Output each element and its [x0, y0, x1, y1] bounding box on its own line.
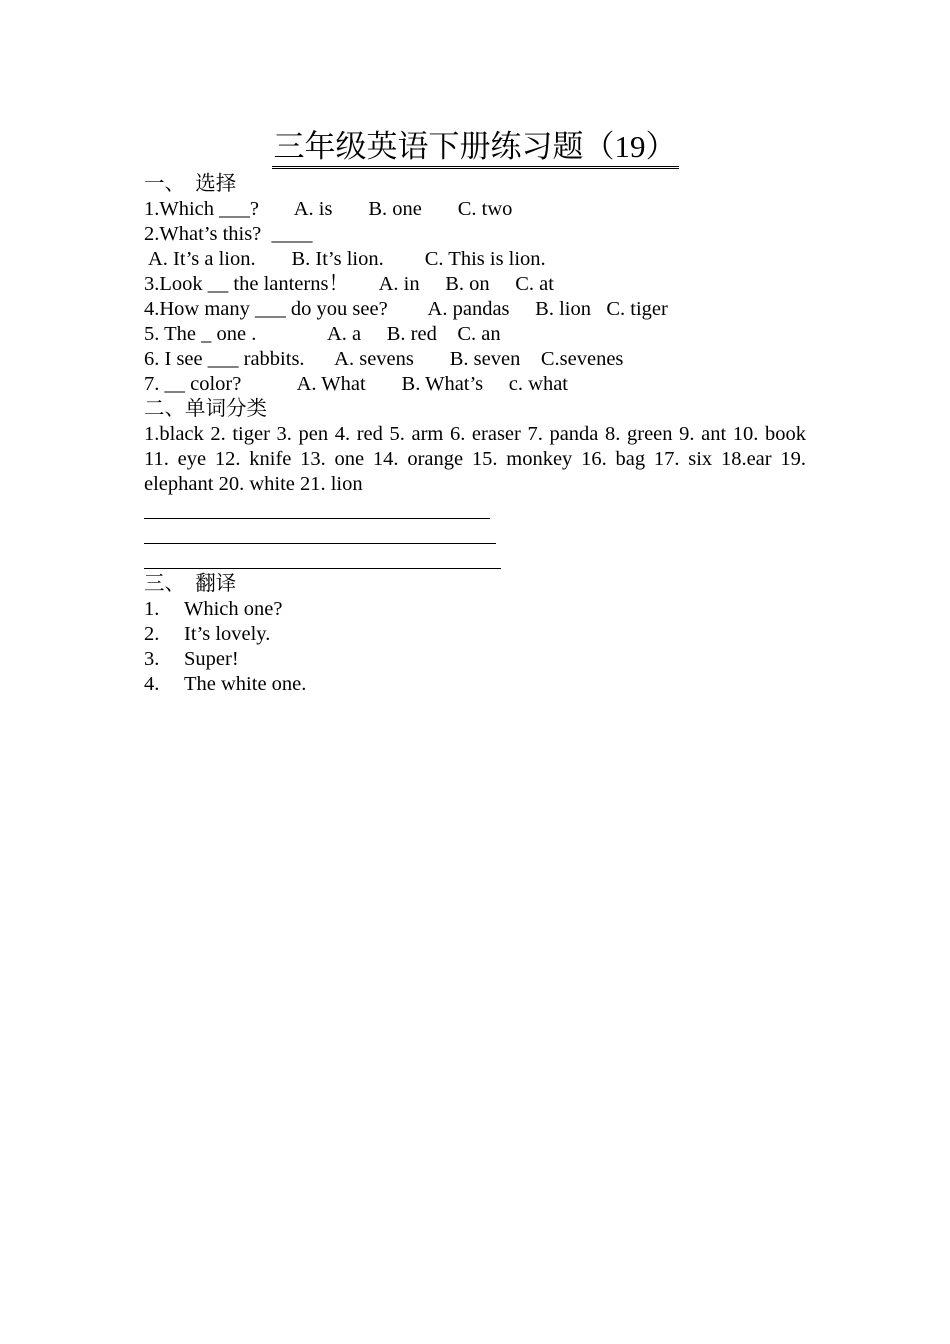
page-title: 三年级英语下册练习题（19） — [272, 128, 679, 169]
document-body — [144, 172, 806, 697]
translate-item — [144, 622, 806, 647]
choice-question-2: 2.What’s this? ____ — [144, 223, 313, 245]
item-text: It’s lovely. — [184, 623, 271, 645]
section-heading-choice: 一、 选择 — [144, 173, 237, 195]
translate-item — [144, 647, 806, 672]
item-number: 1. — [144, 598, 160, 620]
choice-question-2-options: A. It’s a lion. B. It’s lion. C. This is lion. — [144, 248, 546, 270]
word-list: 1.black 2. tiger 3. pen 4. red 5. arm 6. eraser 7. panda 8. green 9. ant 10. book 11. eye 12. knife 13. one 14. orange 15. monkey 16. bag 17. six 18.ear 19. elephant 20. white 21. lion — [144, 423, 806, 495]
item-text: The white one. — [184, 673, 307, 695]
answer-line — [144, 522, 806, 547]
answer-line — [144, 497, 806, 522]
section-heading-translate: 三、 翻译 — [144, 573, 237, 595]
answer-line — [144, 547, 806, 572]
choice-question-3: 3.Look __ the lanterns！ A. in B. on C. at — [144, 273, 554, 295]
choice-question-1: 1.Which ___? A. is B. one C. two — [144, 198, 513, 220]
item-text: Super! — [184, 648, 239, 670]
choice-question-6: 6. I see ___ rabbits. A. sevens B. seven C.sevenes — [144, 348, 624, 370]
item-number: 2. — [144, 623, 160, 645]
item-number: 3. — [144, 648, 160, 670]
choice-question-7: 7. __ color? A. What B. What’s c. what — [144, 373, 568, 395]
choice-question-4: 4.How many ___ do you see? A. pandas B. lion C. tiger — [144, 298, 668, 320]
translate-item — [144, 672, 806, 697]
translate-item — [144, 597, 806, 622]
choice-question-5: 5. The _ one . A. a B. red C. an — [144, 323, 501, 345]
section-heading-classify: 二、单词分类 — [144, 398, 267, 420]
item-number: 4. — [144, 673, 160, 695]
item-text: Which one? — [184, 598, 283, 620]
title-container — [0, 128, 950, 169]
